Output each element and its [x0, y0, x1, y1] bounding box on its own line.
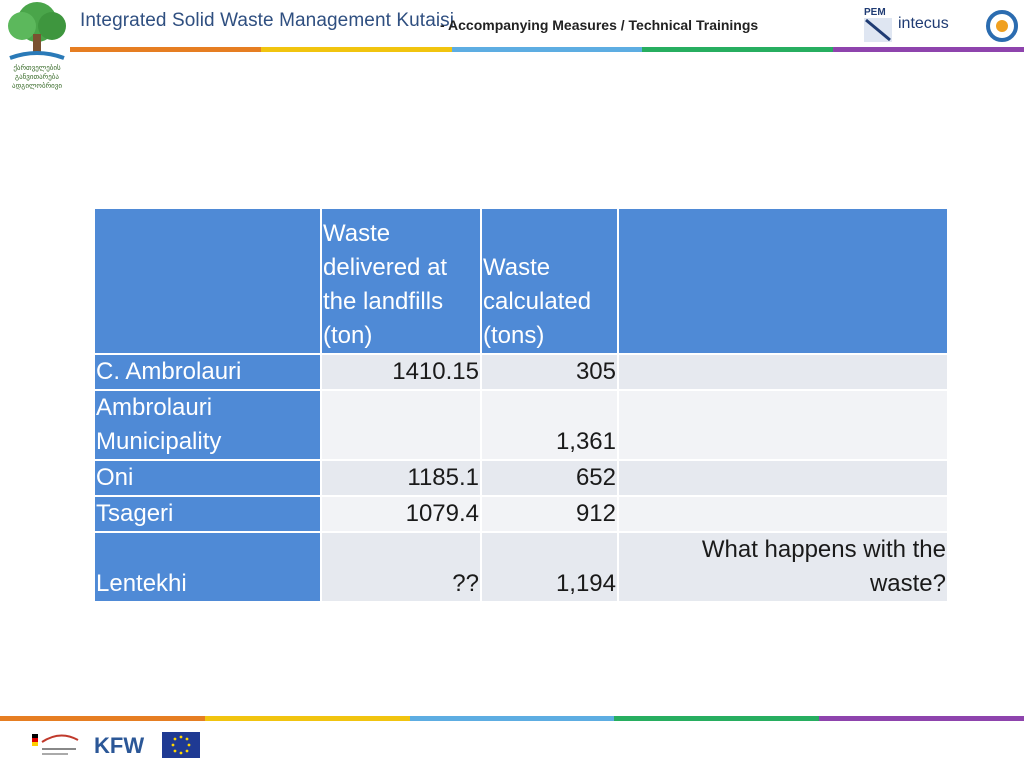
eu-flag-icon	[162, 730, 200, 760]
row-label: Tsageri	[95, 497, 320, 531]
header-cell-note	[619, 209, 947, 353]
header-cell-label	[95, 209, 320, 353]
kfw-logo-icon	[94, 730, 150, 760]
table-row	[95, 355, 947, 389]
svg-text:intecus: intecus	[898, 15, 949, 32]
delivered-cell: 1079.4	[322, 497, 480, 531]
note-cell: What happens with the waste?	[619, 533, 947, 601]
table-row	[95, 461, 947, 495]
delivered-cell: 1185.1	[322, 461, 480, 495]
partner-logos-icon	[862, 4, 1018, 44]
logo-caption: ქართველების განვითარება ადგილობრივი	[12, 65, 62, 90]
table-row	[95, 497, 947, 531]
note-cell	[619, 391, 947, 459]
table-header-row	[95, 209, 947, 353]
header-color-stripe	[70, 47, 1024, 52]
table-row	[95, 533, 947, 601]
waste-data-table	[93, 207, 949, 603]
calculated-cell: 1,194	[482, 533, 617, 601]
header-cell-calculated: Waste calculated (tons)	[482, 209, 617, 353]
header-cell-delivered: Waste delivered at the landfills (ton)	[322, 209, 480, 353]
page-title: Integrated Solid Waste Management Kutaisi	[80, 10, 455, 31]
delivered-cell	[322, 391, 480, 459]
row-label: C. Ambrolauri	[95, 355, 320, 389]
page-subtitle: - Accompanying Measures / Technical Trainings	[440, 17, 759, 33]
calculated-cell: 652	[482, 461, 617, 495]
row-label: Lentekhi	[95, 533, 320, 601]
svg-text:PEM: PEM	[864, 7, 886, 18]
calculated-cell: 305	[482, 355, 617, 389]
calculated-cell: 1,361	[482, 391, 617, 459]
note-cell	[619, 461, 947, 495]
calculated-cell: 912	[482, 497, 617, 531]
delivered-cell: 1410.15	[322, 355, 480, 389]
note-cell	[619, 497, 947, 531]
footer-color-stripe	[0, 716, 1024, 721]
tree-logo-icon	[0, 0, 74, 62]
note-cell	[619, 355, 947, 389]
german-cooperation-logo-icon	[30, 730, 80, 760]
row-label: Oni	[95, 461, 320, 495]
table-row	[95, 391, 947, 459]
row-label: Ambrolauri Municipality	[95, 391, 320, 459]
delivered-cell: ??	[322, 533, 480, 601]
svg-text:KFW: KFW	[94, 733, 145, 758]
